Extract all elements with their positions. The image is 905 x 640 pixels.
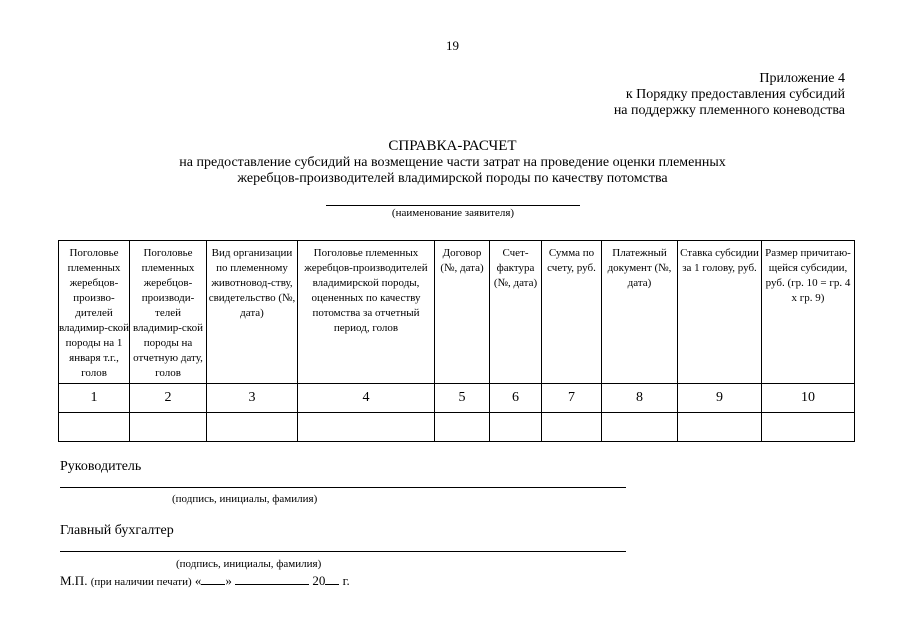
column-number: 4 (298, 384, 435, 413)
stamp-note: (при наличии печати) (90, 576, 192, 588)
column-number: 5 (435, 384, 490, 413)
accountant-signature-line[interactable] (60, 551, 626, 552)
header-cell: Вид организации по племенному животновод-ству, свидетельство (№, дата) (207, 241, 298, 384)
document-title: СПРАВКА-РАСЧЕТ (388, 138, 517, 154)
applicant-name-line (326, 205, 580, 206)
appendix-line-3: на поддержку племенного коневодства (613, 103, 845, 118)
header-cell: Поголовье племенных жеребцов-производи-телей владимир-ской породы на отчетную дату, голов (130, 241, 207, 384)
data-cell[interactable] (602, 413, 678, 442)
data-row (59, 413, 855, 442)
year-prefix: 20 (312, 573, 326, 588)
accountant-label: Главный бухгалтер (60, 523, 174, 538)
year-blank[interactable] (325, 583, 339, 585)
column-number: 7 (542, 384, 602, 413)
head-label: Руководитель (60, 459, 142, 474)
stamp-line (60, 573, 350, 589)
page-number: 19 (446, 38, 459, 53)
column-number: 2 (130, 384, 207, 413)
appendix-line-2: к Порядку предоставления субсидий (625, 87, 845, 102)
data-cell[interactable] (207, 413, 298, 442)
calculation-table (58, 240, 855, 442)
mp-label: М.П. (60, 573, 88, 588)
header-cell: Сумма по счету, руб. (542, 241, 602, 384)
subtitle-line-1: на предоставление субсидий на возмещение части затрат на проведение оценки племенных (179, 155, 726, 170)
header-cell: Счет-фактура (№, дата) (490, 241, 542, 384)
column-number-row (59, 384, 855, 413)
head-signature-caption: (подпись, инициалы, фамилия) (172, 493, 318, 505)
header-cell: Размер причитаю-щейся субсидии, руб. (гр. 10 = гр. 4 х гр. 9) (762, 241, 855, 384)
header-cell: Платежный документ (№, дата) (602, 241, 678, 384)
appendix-block (614, 71, 845, 119)
column-number: 6 (490, 384, 542, 413)
data-cell[interactable] (298, 413, 435, 442)
appendix-line-1: Приложение 4 (759, 71, 845, 86)
month-blank[interactable] (235, 583, 309, 585)
header-row (59, 241, 855, 384)
data-cell[interactable] (59, 413, 130, 442)
subtitle-line-2: жеребцов-производителей владимирской породы по качеству потомства (237, 171, 668, 186)
quote-open: « (194, 573, 202, 588)
data-cell[interactable] (490, 413, 542, 442)
accountant-signature-caption: (подпись, инициалы, фамилия) (176, 558, 322, 570)
data-cell[interactable] (542, 413, 602, 442)
header-cell: Поголовье племенных жеребцов-произво-дителей владимир-ской породы на 1 января т.г., голов (59, 241, 130, 384)
header-cell: Ставка субсидии за 1 голову, руб. (678, 241, 762, 384)
column-number: 9 (678, 384, 762, 413)
applicant-caption: (наименование заявителя) (391, 207, 515, 219)
data-cell[interactable] (130, 413, 207, 442)
data-cell[interactable] (435, 413, 490, 442)
column-number: 1 (59, 384, 130, 413)
header-cell: Договор (№, дата) (435, 241, 490, 384)
column-number: 8 (602, 384, 678, 413)
column-number: 3 (207, 384, 298, 413)
head-signature-line[interactable] (60, 487, 626, 488)
day-blank[interactable] (201, 583, 225, 585)
data-cell[interactable] (762, 413, 855, 442)
column-number: 10 (762, 384, 855, 413)
year-suffix: г. (342, 573, 350, 588)
document-subtitle (0, 155, 905, 187)
quote-close: » (225, 573, 232, 588)
data-cell[interactable] (678, 413, 762, 442)
header-cell: Поголовье племенных жеребцов-производителей владимирской породы, оцененных по качеству потомства за отчетный период, голов (298, 241, 435, 384)
